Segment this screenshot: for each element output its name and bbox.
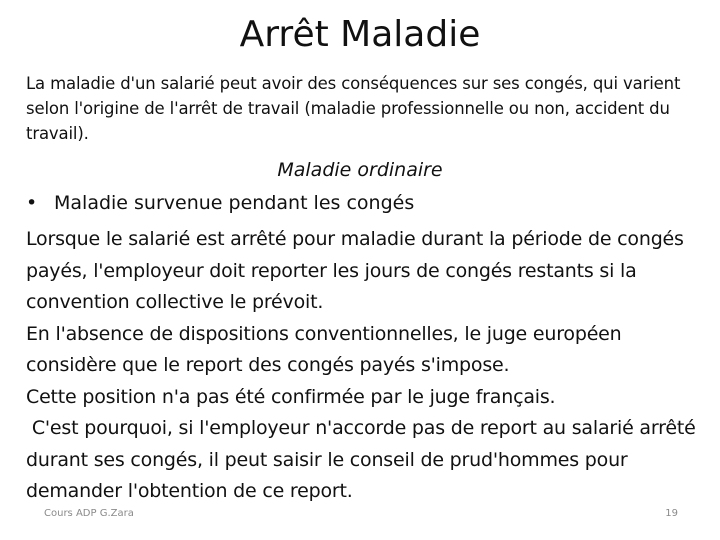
- body-paragraph: En l'absence de dispositions conventionnelles, le juge européen considère que le report des congés payés s'impose.: [26, 322, 622, 376]
- section-subheading: Maladie ordinaire: [277, 159, 443, 181]
- footer-author: Cours ADP G.Zara: [44, 508, 134, 519]
- body-paragraph: C'est pourquoi, si l'employeur n'accorde pas de report au salarié arrêté durant ses congés, il peut saisir le conseil de prud'hommes pour demander l'obtention de ce report.: [26, 417, 702, 502]
- bullet-icon: •: [26, 192, 38, 214]
- intro-paragraph: La maladie d'un salarié peut avoir des conséquences sur ses congés, qui varient selon l'origine de l'arrêt de travail (maladie professionnelle ou non, accident du travail).: [26, 74, 681, 143]
- bullet-item: [26, 188, 696, 218]
- body-paragraph: Cette position n'a pas été confirmée par le juge français.: [26, 385, 556, 408]
- page-number: 19: [665, 508, 678, 519]
- slide-title: Arrêt Maladie: [239, 14, 481, 55]
- bullet-text: Maladie survenue pendant les congés: [54, 192, 415, 214]
- body-paragraph: Lorsque le salarié est arrêté pour maladie durant la période de congés payés, l'employeur doit reporter les jours de congés restants si la convention collective le prévoit.: [26, 228, 684, 313]
- body-text: [26, 224, 700, 508]
